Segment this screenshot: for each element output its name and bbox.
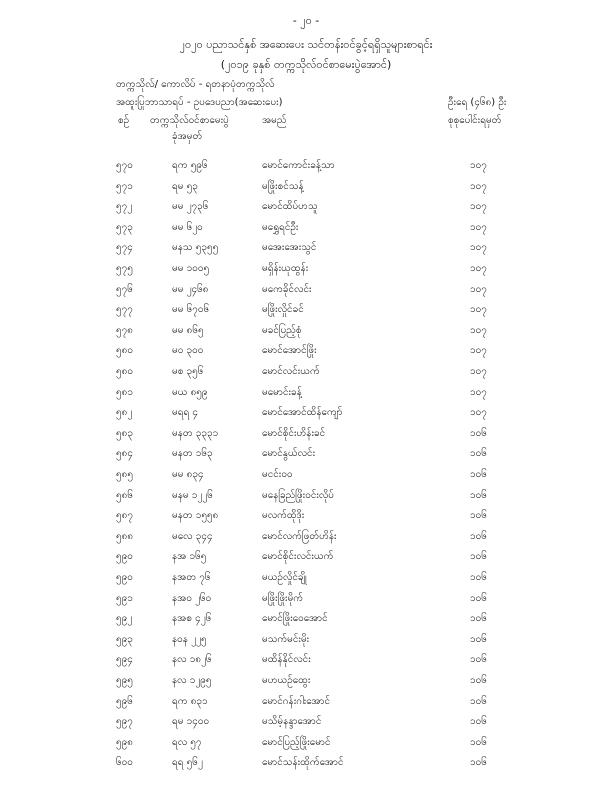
total-score: ၁၀၇ bbox=[470, 345, 487, 357]
candidate-name: မဟယဉ်ထွေး bbox=[262, 675, 311, 686]
total-score: ၁၀၆ bbox=[470, 654, 487, 666]
row-number: ၅၇၅ bbox=[116, 263, 133, 274]
row-number: ၅၇၇ bbox=[116, 304, 133, 316]
exam-id: မလေ ၃၄၄ bbox=[172, 530, 213, 542]
exam-id: ရလ ၅၇ bbox=[172, 736, 202, 748]
table-row bbox=[0, 632, 612, 648]
table-row bbox=[0, 343, 612, 359]
exam-id: မမ ၆၇၀၆ bbox=[172, 304, 210, 316]
candidate-name: မောင်နွယ်လင်း bbox=[262, 448, 316, 460]
row-number: ၅၈၄ bbox=[116, 448, 133, 460]
table-row bbox=[0, 364, 612, 380]
candidate-name: မောင်စိုင်းလင်းယက် bbox=[262, 551, 334, 563]
exam-id: မဝ ၃၀၀ bbox=[172, 345, 204, 357]
row-number: ၅၇၄ bbox=[116, 242, 133, 254]
total-score: ၁၀၇ bbox=[470, 366, 487, 377]
total-score: ၁၀၆ bbox=[470, 427, 487, 439]
total-score: ၁၀၆ bbox=[470, 736, 487, 748]
table-row bbox=[0, 549, 612, 565]
table-row bbox=[0, 323, 612, 339]
row-number: ၅၇၀ bbox=[116, 160, 133, 171]
row-number: ၅၈၂ bbox=[116, 407, 133, 419]
total-score: ၁၀၇ bbox=[470, 160, 487, 171]
candidate-name: မောင်အောင်ဖြိုး bbox=[262, 345, 317, 357]
table-row bbox=[0, 755, 612, 771]
table-row bbox=[0, 261, 612, 277]
exam-id: ရရ ၅၆၂ bbox=[172, 757, 203, 769]
exam-id: မမ ၂၇၃၆ bbox=[172, 201, 209, 213]
candidate-name: မလက်ထိုဒိုး bbox=[262, 510, 305, 522]
table-row bbox=[0, 673, 612, 689]
exam-id: နအတ ၇၆ bbox=[172, 572, 211, 583]
row-number: ၅၇၃ bbox=[116, 221, 133, 233]
total-score: ၁၀၇ bbox=[470, 324, 487, 336]
column-header-exam-id: တက္ကသိုလ်ဝင်စာမေးပွဲ bbox=[150, 115, 229, 126]
exam-id: ရက ၅၉၆ bbox=[172, 160, 208, 171]
total-score: ၁၀၆ bbox=[470, 448, 487, 460]
table-row bbox=[0, 591, 612, 607]
total-score: ၁၀၆ bbox=[470, 572, 487, 583]
candidate-name: မသိမ့်နန္ဒာအောင် bbox=[262, 716, 322, 728]
row-number: ၅၇၈ bbox=[116, 324, 133, 336]
row-number: ၅၉၀ bbox=[116, 572, 133, 583]
column-header-no: စဉ် bbox=[118, 115, 130, 126]
table-row bbox=[0, 302, 612, 318]
total-score: ၁၀၇ bbox=[470, 221, 487, 233]
table-row bbox=[0, 385, 612, 401]
row-number: ၅၉၅ bbox=[116, 675, 133, 686]
table-row bbox=[0, 735, 612, 751]
candidate-name: မကေခိုင်လင်း bbox=[262, 283, 312, 295]
exam-id: နအ ၁၆၅ bbox=[172, 551, 207, 563]
candidate-name: မမောင်းခန့် bbox=[262, 386, 302, 398]
candidate-name: မောင်အောင်ထိန်ကျော် bbox=[262, 407, 343, 419]
exam-id: မရရ ၄ bbox=[172, 407, 199, 419]
row-number: ၅၈၀ bbox=[116, 366, 133, 377]
document-title: ၂၀၂၀ ပညာသင်နှစ် အဆေးပေး သင်တန်းဝင်ခွင့်ရရှိသူများစာရင်း bbox=[179, 38, 433, 51]
exam-id: နလ ၁၂၉၅ bbox=[172, 675, 212, 686]
row-number: ၅၉၃ bbox=[116, 633, 133, 645]
row-number: ၅၉၂ bbox=[116, 613, 133, 625]
row-number: ၅၉၁ bbox=[116, 592, 133, 604]
total-score: ၁၀၇ bbox=[470, 304, 487, 316]
total-score: ၁၀၆ bbox=[470, 716, 487, 728]
table-row bbox=[0, 467, 612, 483]
page-number: - ၂၀ - bbox=[292, 14, 320, 27]
candidate-name: မောင်လက်ဖြတ်ဟိန်း bbox=[262, 530, 337, 542]
total-score: ၁၀၆ bbox=[470, 551, 487, 563]
exam-id: ရမ ၅၃ bbox=[172, 180, 198, 192]
row-number: ၅၈၅ bbox=[116, 469, 133, 480]
candidate-name: မောင်သန်းထိုက်အောင် bbox=[262, 757, 344, 769]
candidate-name: မောင်ဂန်းဂါးအောင် bbox=[262, 695, 331, 707]
total-score: ၁၀၆ bbox=[470, 530, 487, 542]
exam-id: မနတ ၁၆၃ bbox=[172, 448, 213, 460]
major-label: အထူးပြုဘာသာရပ် - ဥပဒေပညာ(အဆေးပေး) bbox=[116, 97, 283, 108]
total-score: ၁၀၇ bbox=[470, 263, 487, 274]
row-number: ၅၉၇ bbox=[116, 716, 133, 728]
total-score: ၁၀၇ bbox=[470, 386, 487, 398]
row-number: ၅၈၇ bbox=[116, 510, 133, 522]
quota-label: ဦးရေ (၄၆၈) ဦး bbox=[448, 97, 507, 108]
exam-id: မနတ ၁၅၅၈ bbox=[172, 510, 219, 522]
total-score: ၁၀၆ bbox=[470, 695, 487, 707]
document-subtitle: (၂၀၁၉ ခုနှစ် တက္ကသိုလ်ဝင်စာမေးပွဲအောင်) bbox=[220, 58, 392, 71]
exam-id: မမ ၈၃၄ bbox=[172, 469, 204, 480]
candidate-name: မောင်စိုင်းဟိန်းခင် bbox=[262, 427, 326, 439]
total-score: ၁၀၇ bbox=[470, 201, 487, 213]
total-score: ၁၀၆ bbox=[470, 469, 487, 480]
row-number: ၅၉၀ bbox=[116, 551, 133, 563]
table-row bbox=[0, 694, 612, 710]
candidate-name: မောင်ဖြိုးဝေအောင် bbox=[262, 613, 328, 625]
row-number: ၆၀၀ bbox=[116, 757, 133, 769]
candidate-name: မဖြိုးစင်သန့် bbox=[262, 180, 304, 192]
table-row bbox=[0, 611, 612, 627]
total-score: ၁၀၇ bbox=[470, 242, 487, 254]
row-number: ၅၈၁ bbox=[116, 386, 133, 398]
row-number: ၅၈၀ bbox=[116, 345, 133, 357]
candidate-name: မဖြိုးလှိုင်ခင် bbox=[262, 304, 304, 316]
candidate-name: မောင်လင်းယက် bbox=[262, 366, 320, 377]
exam-id: မနမ ၁၂၂၆ bbox=[172, 489, 213, 501]
candidate-name: မခင်ပြည့်စုံ bbox=[262, 324, 302, 336]
exam-id: မနသ ၅၃၅၅ bbox=[172, 242, 219, 254]
exam-id: နအစ ၄၂၆ bbox=[172, 613, 212, 625]
row-number: ၅၈၈ bbox=[116, 530, 134, 542]
candidate-name: မနေခြည်ဖြိုးဝင်းလိုပ် bbox=[262, 489, 335, 501]
row-number: ၅၇၆ bbox=[116, 283, 133, 295]
candidate-name: မငင်းဝဝ bbox=[262, 469, 293, 480]
table-row bbox=[0, 405, 612, 421]
exam-id: နလ ၁၈၂၆ bbox=[172, 654, 212, 666]
table-row bbox=[0, 282, 612, 298]
candidate-name: မထိန်နိုင်လင်း bbox=[262, 654, 311, 666]
total-score: ၁၀၆ bbox=[470, 675, 487, 686]
table-row bbox=[0, 199, 612, 215]
total-score: ၁၀၇ bbox=[470, 283, 487, 295]
row-number: ၅၈၆ bbox=[116, 489, 133, 501]
total-score: ၁၀၆ bbox=[470, 489, 487, 501]
row-number: ၅၉၆ bbox=[116, 695, 133, 707]
row-number: ၅၉၄ bbox=[116, 654, 133, 666]
total-score: ၁၀၇ bbox=[470, 407, 487, 419]
candidate-name: မယဉ်လှိုင်ချို bbox=[262, 572, 307, 583]
row-number: ၅၇၂ bbox=[116, 201, 133, 213]
row-number: ၅၈၃ bbox=[116, 427, 133, 439]
candidate-name: မဖြိုးဖြိုးမိုက် bbox=[262, 592, 304, 604]
table-row bbox=[0, 446, 612, 462]
university-label: တက္ကသိုလ်/ ကောလိပ် - ရတနာပုံတက္ကသိုလ် bbox=[116, 79, 275, 90]
column-header-name: အမည် bbox=[262, 115, 287, 126]
table-row bbox=[0, 714, 612, 730]
column-header-exam-id-sub: ခုံအမှတ် bbox=[172, 131, 203, 142]
table-row bbox=[0, 652, 612, 668]
table-row bbox=[0, 529, 612, 545]
exam-id: မနတ ၃၃၃၁ bbox=[172, 427, 219, 439]
candidate-name: မသက်မင်းမိုး bbox=[262, 633, 310, 645]
total-score: ၁၀၆ bbox=[470, 592, 487, 604]
candidate-name: မရှိန်းယုထွန်း bbox=[262, 263, 309, 274]
table-row bbox=[0, 426, 612, 442]
exam-id: မမ ၁၀၀၅ bbox=[172, 263, 210, 274]
table-row bbox=[0, 179, 612, 195]
exam-id: မမ ၆၂၀ bbox=[172, 221, 203, 233]
row-number: ၅၇၁ bbox=[116, 180, 133, 192]
total-score: ၁၀၆ bbox=[470, 510, 487, 522]
candidate-name: မအေးအေးသွင် bbox=[262, 242, 317, 254]
table-row bbox=[0, 220, 612, 236]
candidate-name: မောင်ထိပ်ဟသူ bbox=[262, 201, 318, 213]
exam-id: မစ ၃၅၆ bbox=[172, 366, 204, 377]
exam-id: မမ ၈၆၅ bbox=[172, 324, 204, 336]
table-row bbox=[0, 158, 612, 174]
total-score: ၁၀၆ bbox=[470, 633, 487, 645]
total-score: ၁၀၇ bbox=[470, 180, 487, 192]
table-row bbox=[0, 508, 612, 524]
table-row bbox=[0, 488, 612, 504]
exam-id: နဝန ၂၂၅ bbox=[172, 633, 207, 645]
table-row bbox=[0, 240, 612, 256]
column-header-total: စုစုပေါင်းရမှတ် bbox=[448, 115, 502, 126]
exam-id: ရမ ၁၄၀၀ bbox=[172, 716, 210, 728]
exam-id: မယ ၈၅၉ bbox=[172, 386, 208, 398]
candidate-name: မောင်ကောင်းခန့်သာ bbox=[262, 160, 335, 171]
row-number: ၅၉၈ bbox=[116, 736, 133, 748]
exam-id: မမ ၂၄၆၈ bbox=[172, 283, 209, 295]
table-row bbox=[0, 570, 612, 586]
candidate-name: မရွှေရင်ဦး bbox=[262, 221, 299, 233]
total-score: ၁၀၆ bbox=[470, 613, 487, 625]
exam-id: ရက ၈၃၁ bbox=[172, 695, 208, 707]
total-score: ၁၀၆ bbox=[470, 757, 487, 769]
exam-id: နအဝ ၂၆၀ bbox=[172, 592, 212, 604]
candidate-name: မောင်ပြည့်ဖြိုးမောင် bbox=[262, 736, 331, 748]
